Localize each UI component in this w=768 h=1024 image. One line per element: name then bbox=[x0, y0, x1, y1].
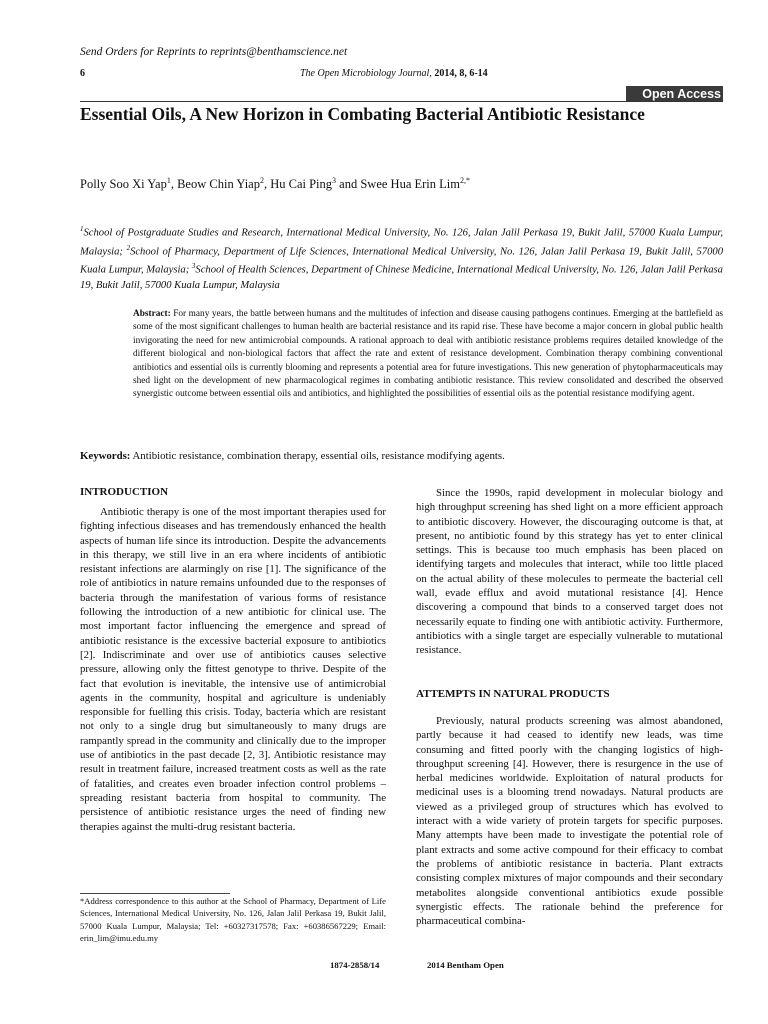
affiliation-text: School of Pharmacy, Department of Life Sciences, International Medical University, No. 126, Jalan Jalil Perkasa 19, Bukit Jalil, 57000 Kuala Lumpur, Malaysia; bbox=[80, 246, 723, 276]
abstract-label: Abstract: bbox=[133, 309, 171, 319]
author-separator: , bbox=[170, 177, 178, 192]
author-list bbox=[80, 172, 723, 193]
author-separator: , bbox=[263, 177, 271, 192]
page-number: 6 bbox=[80, 68, 85, 79]
affiliation-sup: 2 bbox=[126, 243, 131, 252]
affiliation-text: School of Health Sciences, Department of Chinese Medicine, International Medical University, No. 126, Jalan Jalil Perkasa 19, Bukit Jalil, 57000 Kuala Lumpur, Malaysia bbox=[80, 264, 723, 291]
affiliation-text: School of Postgraduate Studies and Research, International Medical University, No. 126, Jalan Jalil Perkasa 19, Bukit Jalil, 57000 Kuala Lumpur, Malaysia; bbox=[80, 227, 723, 258]
author-sup: 2 bbox=[259, 176, 264, 185]
section-heading-attempts: ATTEMPTS IN NATURAL PRODUCTS bbox=[416, 688, 610, 700]
author-sup: 2,* bbox=[459, 176, 470, 185]
correspondence-footnote: *Address correspondence to this author at the School of Pharmacy, Department of Life Sciences, International Medical University, No. 126, Jalan Jalil Perkasa 19, Bukit Jalil, 57000 Kuala Lumpur, Malaysia; Tel: +60327317578; Fax: +60386567229; Email: erin_lim@imu.edu.my bbox=[80, 896, 386, 943]
keywords-text: Antibiotic resistance, combination therapy, essential oils, resistance modifying agents. bbox=[130, 450, 505, 462]
author-separator: and bbox=[336, 177, 361, 192]
section-heading-introduction: INTRODUCTION bbox=[80, 486, 169, 498]
author-name: Swee Hua Erin Lim bbox=[360, 177, 460, 192]
article-title: Essential Oils, A New Horizon in Combating Bacterial Antibiotic Resistance bbox=[80, 104, 645, 124]
issn: 1874-2858/14 bbox=[330, 960, 380, 970]
affiliation-sup: 3 bbox=[191, 262, 196, 271]
paragraph: Antibiotic therapy is one of the most important therapies used for fighting infectious diseases and has tremendously enhanced the health aspects of human life since its introduction. Despite the advancements in this therapy, we still live in an era where incidents of antibiotic resistant infections are alarmingly on rise [1]. The significance of the role of antibiotics in nature remains unfounded due to the responses of bacteria through the manifestation of various forms of resistance following the introduction of a new antibiotic for clinical use. The most important factor influencing the emergence and spread of antibiotic resistance is the excessive bacterial exposure to antibiotics [2]. Indiscriminate and over use of antibiotics causes selective pressure, allowing only the fittest genotype to thrive. Despite of the fact that evolution is inevitable, the intensive use of antimicrobial agents in the community, hospital and agriculture is undeniably responsible for fuelling this crisis. Today, bacteria which are resistant not only to a single drug but simultaneously to many drugs are rampantly spread in the community and clinically due to the improper use of antibiotics in the past decade [2, 3]. Antibiotic resistance may result in treatment failure, increased treatment costs as well as the rate of fatalities, and creates even broader infection control problems – spreading resistant bacteria from hospital to community. The persistence of antibiotic resistance urges the need of finding new therapies against the multi-drug resistant bacteria. bbox=[80, 506, 386, 833]
publisher-copyright: 2014 Bentham Open bbox=[427, 960, 504, 970]
abstract bbox=[133, 308, 723, 402]
author-name: Beow Chin Yiap bbox=[177, 177, 260, 192]
left-column bbox=[80, 505, 386, 834]
keywords bbox=[80, 449, 723, 463]
journal-volume: 2014, 8, 6-14 bbox=[434, 68, 488, 79]
author-sup: 1 bbox=[166, 176, 171, 185]
abstract-text: For many years, the battle between humans and the multitudes of infection and disease causing pathogens continues. Emerging at the battlefield as some of the most significant challenges to human health are bacterial resistance and its rapid rise. These have become a major concern in global public health invigorating the need for new antimicrobial compounds. A rational approach to deal with antibiotic resistance problems requires detailed knowledge of the different biological and non-biological factors that affect the rate and extent of resistance development. Combination therapy combining conventional antibiotics and essential oils is currently blooming and represents a potential area for future investigations. This new generation of phytopharmaceuticals may shed light on the development of new pharmacological regimes in combating antibiotic resistance. This review consolidated and described the observed synergistic outcome between essential oils and antibiotics, and highlighted the possibilities of essential oils as the potential resistance modifying agent. bbox=[133, 309, 723, 400]
affiliations bbox=[80, 222, 723, 293]
footnote-rule bbox=[80, 893, 230, 894]
author-sup: 3 bbox=[332, 176, 337, 185]
author-name: Polly Soo Xi Yap bbox=[80, 177, 167, 192]
journal-citation bbox=[300, 68, 488, 79]
author-name: Hu Cai Ping bbox=[270, 177, 333, 192]
journal-name: The Open Microbiology Journal, bbox=[300, 68, 432, 79]
header-rule bbox=[80, 101, 723, 102]
open-access-badge: Open Access bbox=[626, 86, 723, 102]
affiliation-sup: 1 bbox=[80, 225, 84, 233]
right-column-continued bbox=[416, 714, 723, 928]
send-orders-notice: Send Orders for Reprints to reprints@benthamscience.net bbox=[80, 46, 348, 58]
right-column bbox=[416, 486, 723, 658]
paragraph: Since the 1990s, rapid development in molecular biology and high throughput screening has shed light on a more efficient approach to antibiotic discovery. However, the discouraging outcome is that, at present, no antibiotic found by this strategy has yet to enter clinical settings. This is because too much emphasis has been placed on identifying targets and molecules that interact, while too little placed on the actual ability of these molecules to permeate the bacterial cell wall, evade efflux and avoid mutational resistance [4]. Hence discovering a compound that binds to a conserved target does not necessarily equate to finding one with antibiotic activity. Furthermore, antibiotics with a single target are especially vulnerable to mutational resistance. bbox=[416, 487, 723, 657]
paragraph: Previously, natural products screening was almost abandoned, partly because it had ceased to identify new leads, was time consuming and fitted poorly with the changing logistics of high-throughput screening [4]. However, there is resurgence in the use of herbal medicines worldwide. Exploitation of natural products for medicinal uses is a blooming trend nowadays. Natural products are viewed as a privileged group of structures which has evolved to interact with a wide variety of protein targets for specific purposes. Many attempts have been made to investigate the potential role of plant extracts and some active compound for their efficacy to combat the problems of antibiotic resistance in bacteria. Plant extracts consisting complex mixtures of major compounds and their secondary metabolites alongside conventional antibiotics exude possible synergistic effects. The rationale behind the preference for pharmaceutical combina- bbox=[416, 715, 723, 928]
keywords-label: Keywords: bbox=[80, 450, 131, 462]
